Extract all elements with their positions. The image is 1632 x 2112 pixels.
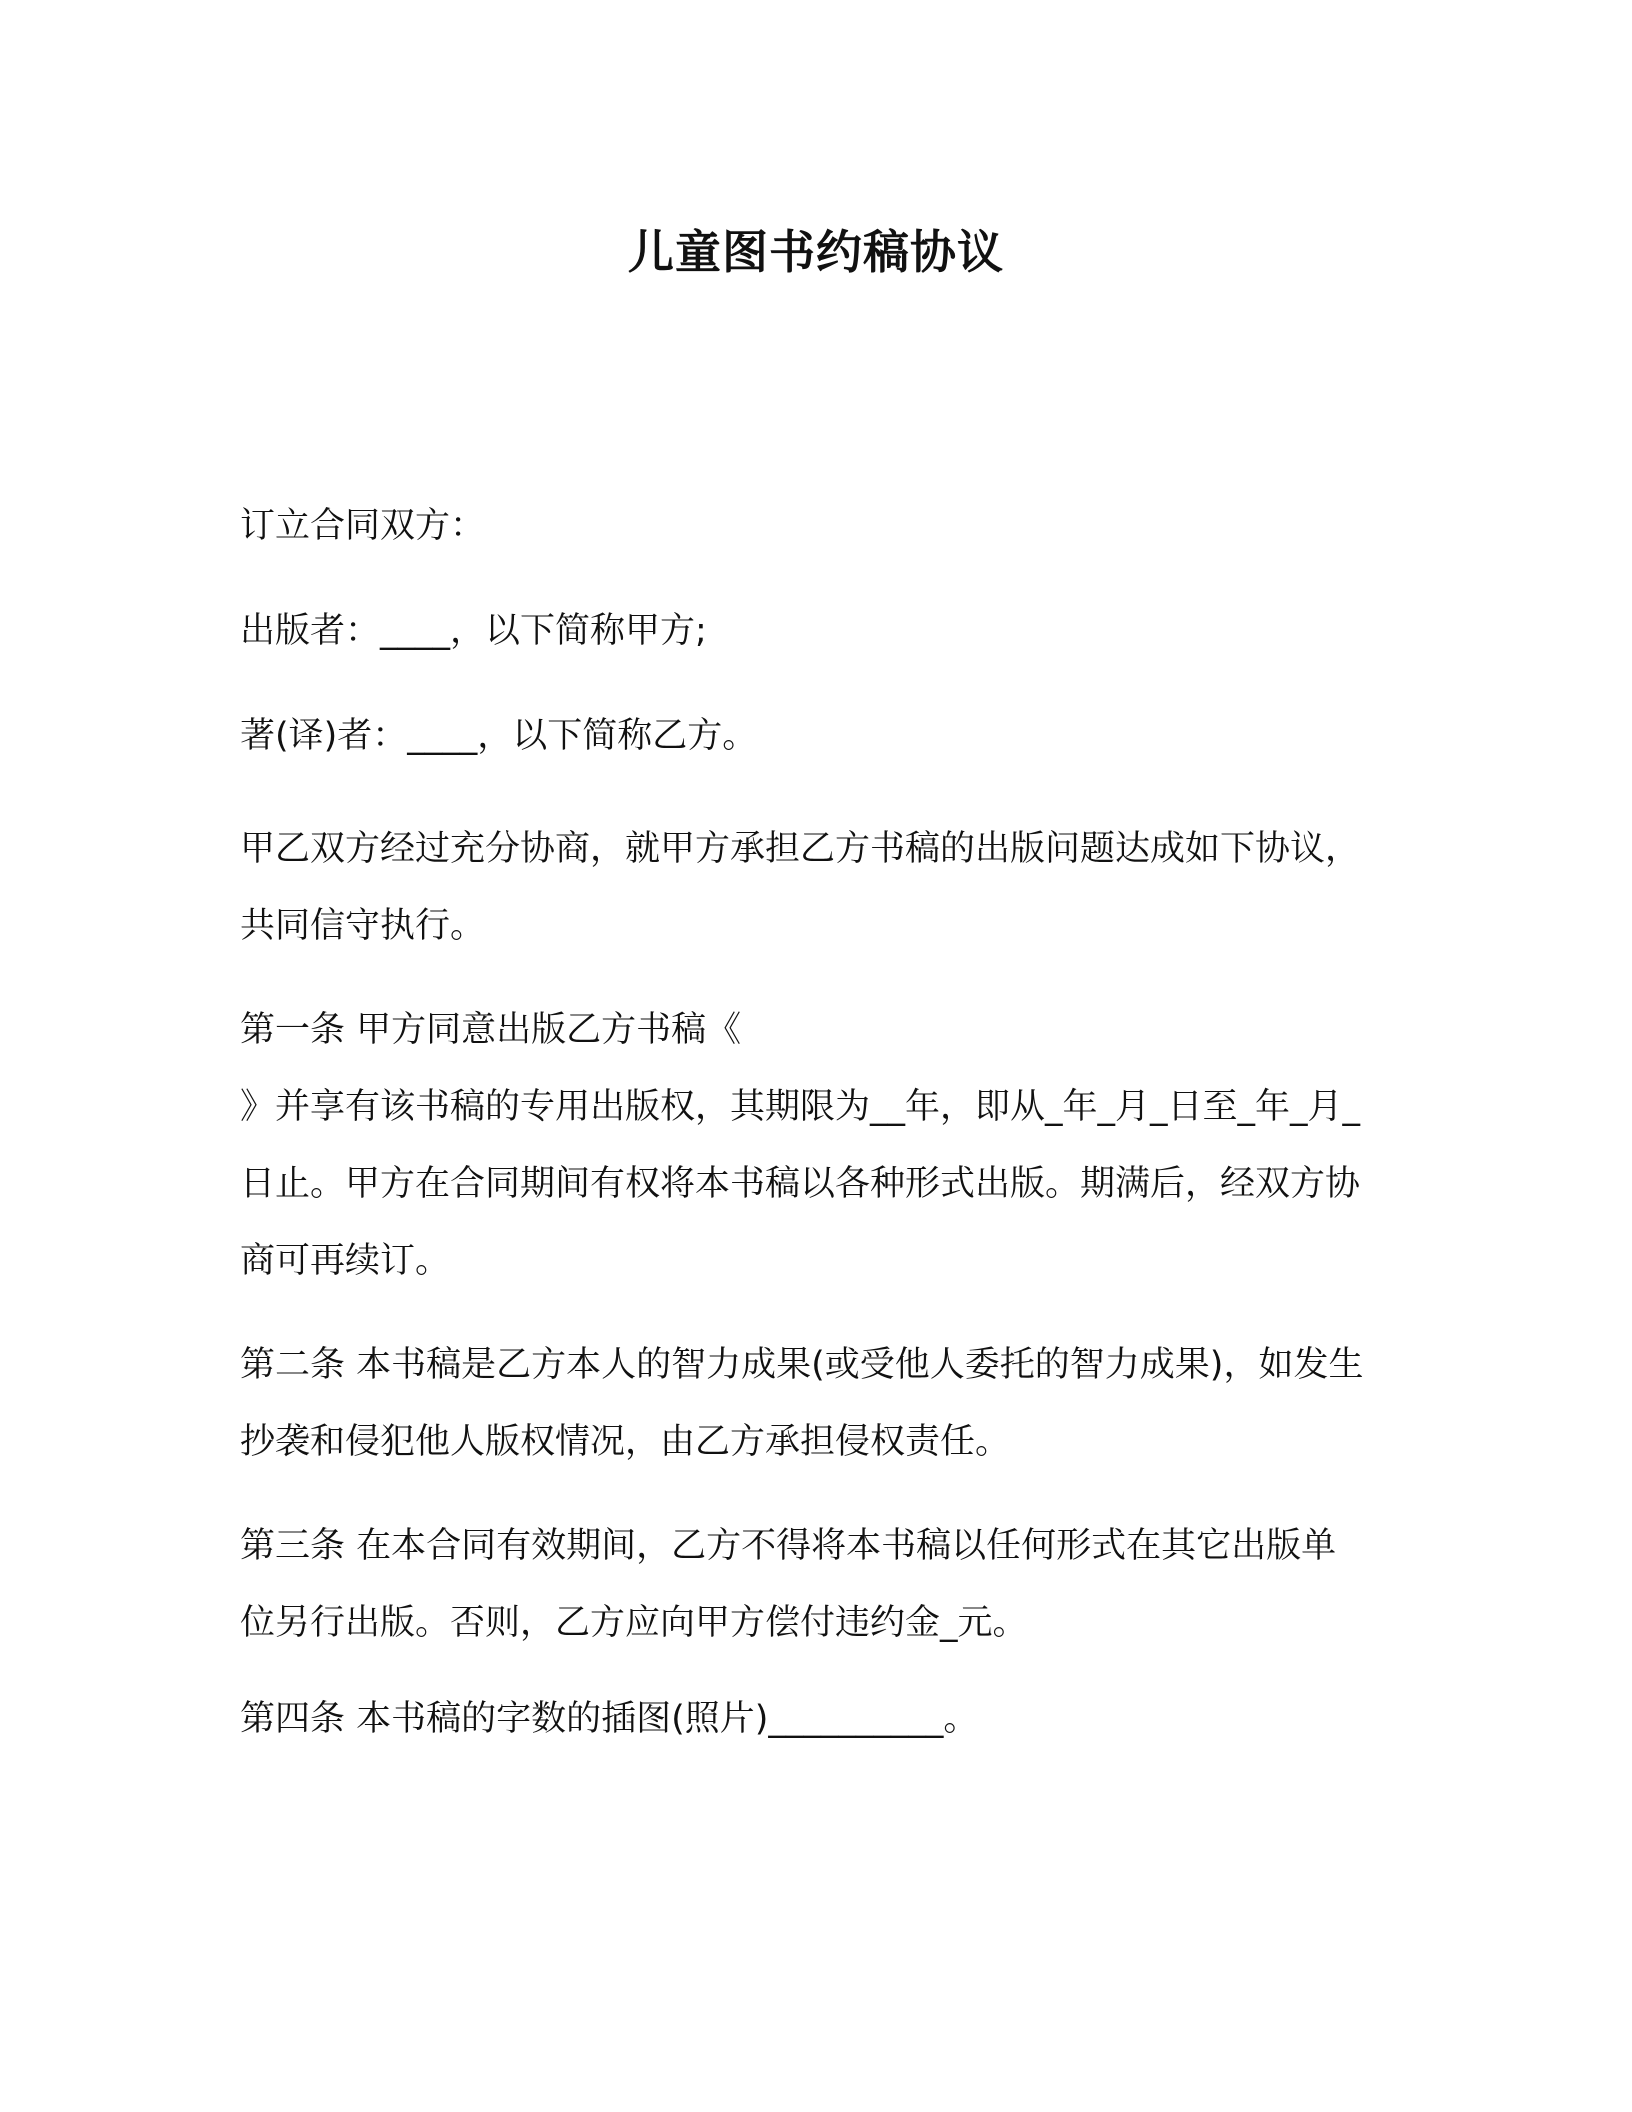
publisher-line: 出版者：____，以下简称甲方; (240, 611, 707, 651)
document-title: 儿童图书约稿协议 (628, 225, 1004, 279)
article-3: 第三条 在本合同有效期间，乙方不得将本书稿以任何形式在其它出版单位另行出版。否则，乙方应向甲方偿付违约金_元。 (240, 1526, 1337, 1643)
article-2: 第二条 本书稿是乙方本人的智力成果(或受他人委托的智力成果)，如发生抄袭和侵犯他人版权情况，由乙方承担侵权责任。 (240, 1345, 1364, 1462)
document-body (240, 496, 1370, 1794)
preamble-paragraph: 甲乙双方经过充分协商，就甲方承担乙方书稿的出版问题达成如下协议，共同信守执行。 (240, 829, 1361, 946)
author-line: 著(译)者：____，以下简称乙方。 (240, 716, 758, 756)
parties-heading: 订立合同双方： (240, 506, 486, 546)
article-4: 第四条 本书稿的字数的插图(照片)__________。 (240, 1699, 979, 1739)
article-1: 第一条 甲方同意出版乙方书稿《 》并享有该书稿的专用出版权，其期限为__年，即从_年_月_日至_年_月_日止。甲方在合同期间有权将本书稿以各种形式出版。期满后，经双方协商可再续订。 (240, 1010, 1361, 1281)
